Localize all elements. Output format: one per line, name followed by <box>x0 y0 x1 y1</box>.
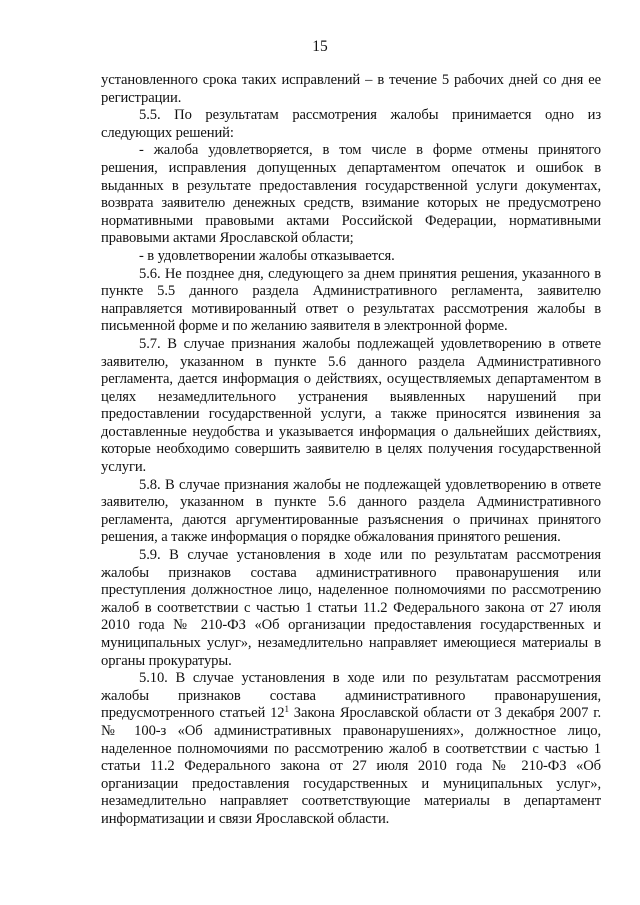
paragraph-5-10 <box>101 670 601 828</box>
paragraph-5-6: 5.6. Не позднее дня, следующего за днем принятия решения, указанного в пункте 5.5 данного раздела Административного регламента, заявителю направляется мотивированный ответ о результатах рассмотрения жалобы в письменной форме и по желанию заявителя в электронной форме. <box>101 265 601 335</box>
paragraph-5-10-after-superscript: Закона Ярославской области от 3 декабря 2007 г. № 100-з «Об административных правонарушениях», должностное лицо, наделенное полномочиями по рассмотрению жалоб в соответствии с частью 1 статьи 11.2 Федерального закона от 27 июля 2010 года № 210-ФЗ «Об организации предоставления государственных и муниципальных услуг», незамедлительно направляет соответствующие материалы в департамент информатизации и связи Ярославской области. <box>101 705 602 827</box>
paragraph-5-5-option-satisfied: - жалоба удовлетворяется, в том числе в форме отмены принятого решения, исправления допущенных департаментом опечаток и ошибок в выданных в результате предоставления государственной услуги документах, возврата заявителю денежных средств, взимание которых не предусмотрено нормативными правовыми актами Российской Федерации, нормативными правовыми актами Ярославской области; <box>101 142 601 247</box>
page-number: 15 <box>312 38 328 55</box>
paragraph-5-10-before-superscript: 5.10. В случае установления в ходе или по результатам рассмотрения жалобы признаков состава административного правонарушения, предусмотренного статьей 12 <box>101 670 601 722</box>
paragraph-5-5: 5.5. По результатам рассмотрения жалобы принимается одно из следующих решений: <box>101 107 601 141</box>
paragraph-5-9: 5.9. В случае установления в ходе или по результатам рассмотрения жалобы признаков состава административного правонарушения или преступления должностное лицо, наделенное полномочиями по рассмотрению жалоб в соответствии с частью 1 статьи 11.2 Федерального закона от 27 июля 2010 года № 210-ФЗ «Об организации предоставления государственных и муниципальных услуг», незамедлительно направляет имеющиеся материалы в органы прокуратуры. <box>101 547 601 669</box>
paragraph-5-7: 5.7. В случае признания жалобы подлежащей удовлетворению в ответе заявителю, указанном в пункте 5.6 данного раздела Административного регламента, дается информация о действиях, осуществляемых департаментом в целях незамедлительного устранения выявленных нарушений при предоставлении государственной услуги, а также приносятся извинения за доставленные неудобства и указывается информация о дальнейших действиях, которые необходимо совершить заявителю в целях получения государственной услуги. <box>101 335 601 476</box>
superscript-marker: 1 <box>284 704 289 715</box>
document-body <box>101 72 601 829</box>
paragraph-5-8: 5.8. В случае признания жалобы не подлежащей удовлетворению в ответе заявителю, указанном в пункте 5.6 данного раздела Административного регламента, даются аргументированные разъяснения о причинах принятого решения, а также информация о порядке обжалования принятого решения. <box>101 476 601 546</box>
paragraph-continuation: установленного срока таких исправлений – в течение 5 рабочих дней со дня ее регистрации. <box>101 72 601 106</box>
paragraph-5-5-option-refused: - в удовлетворении жалобы отказывается. <box>139 247 395 264</box>
